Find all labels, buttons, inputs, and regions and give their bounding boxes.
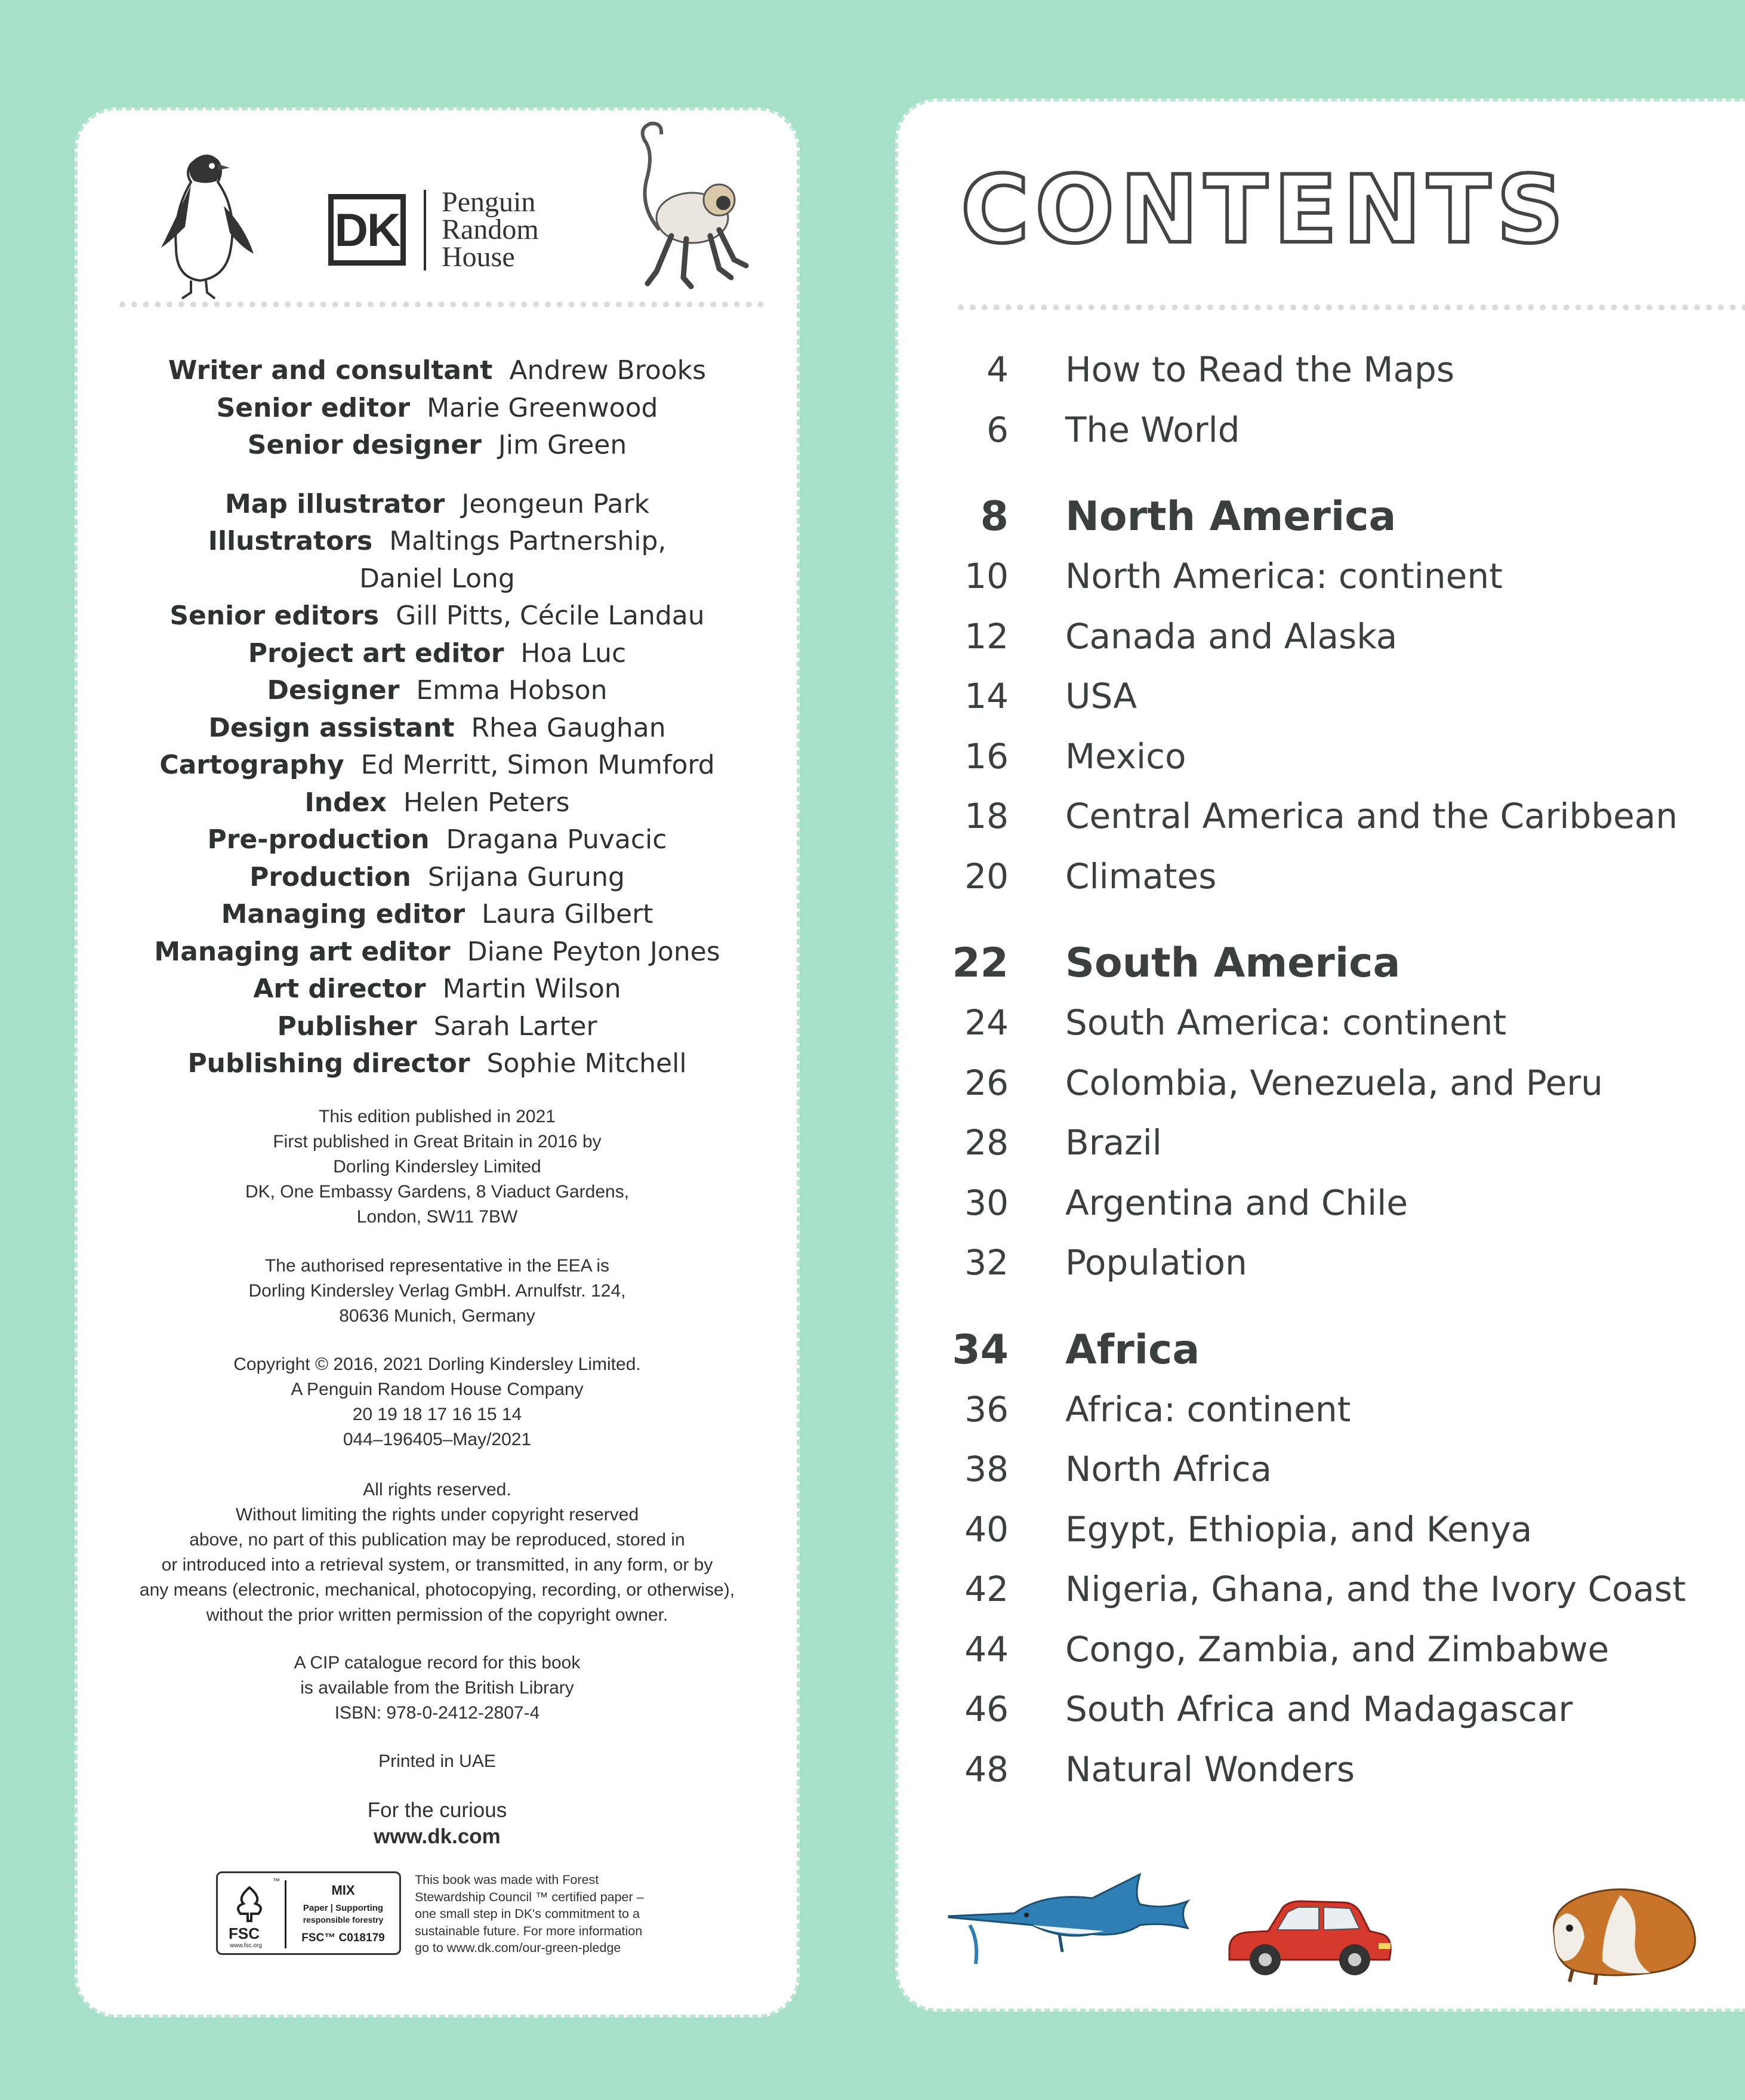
credit-line: [78, 747, 797, 784]
credit-line: [78, 934, 797, 971]
credit-name: Hoa Luc: [520, 638, 627, 669]
credit-line: [78, 486, 797, 524]
fsc-line: Stewardship Council ™ certified paper –: [415, 1889, 644, 1904]
toc-page-number: 26: [964, 1062, 1009, 1103]
toc-label: Climates: [1065, 855, 1217, 897]
toc-page-number: 36: [964, 1388, 1009, 1430]
toc-label: South America: [1065, 940, 1401, 987]
toc-label: Nigeria, Ghana, and the Ivory Coast: [1065, 1569, 1686, 1609]
toc-page-number: 42: [964, 1569, 1009, 1609]
credits-list: [78, 352, 797, 1083]
representative-line: The authorised representative in the EEA is: [264, 1256, 609, 1276]
credit-role: Publisher: [277, 1011, 417, 1042]
toc-page-number: 10: [964, 556, 1009, 596]
credit-role: Managing art editor: [154, 936, 451, 967]
toc-label: Africa: [1065, 1326, 1200, 1374]
credit-role: Art director: [253, 974, 426, 1004]
credit-role: Publishing director: [187, 1048, 470, 1079]
credit-role: Index: [304, 787, 387, 818]
edition-info: [78, 1104, 797, 1230]
toc-page-number: 46: [964, 1689, 1009, 1729]
rights-line: or introduced into a retrieval system, or transmitted, in any form, or by: [161, 1555, 713, 1575]
credit-role: Writer and consultant: [168, 355, 493, 386]
toc-label: Natural Wonders: [1065, 1748, 1355, 1790]
credit-line: [78, 896, 797, 934]
fsc-paper: Paper | Supporting: [303, 1903, 384, 1913]
toc-label: Congo, Zambia, and Zimbabwe: [1065, 1628, 1610, 1670]
credit-name: Emma Hobson: [416, 675, 608, 706]
header-divider: [119, 301, 764, 307]
swordfish-illustration: [943, 1868, 1194, 1976]
cip-line: ISBN: 978-0-2412-2807-4: [334, 1703, 540, 1723]
credit-line: [78, 390, 797, 427]
credit-role: Senior editor: [216, 392, 411, 423]
credit-role: Map illustrator: [224, 488, 445, 519]
toc-page-number: 8: [980, 493, 1009, 540]
cip-line: is available from the British Library: [300, 1678, 574, 1698]
credit-name: Laura Gilbert: [482, 899, 653, 929]
credit-role: Senior editors: [169, 601, 380, 631]
fsc-line: one small step in DK's commitment to a: [415, 1907, 640, 1921]
tagline: For the curious: [367, 1799, 507, 1822]
copyright-line: 20 19 18 17 16 15 14: [352, 1405, 522, 1424]
toc-page-number: 44: [964, 1628, 1009, 1670]
credit-line: [78, 598, 797, 635]
toc-page-number: 4: [986, 349, 1009, 390]
credit-line: [78, 672, 797, 710]
tree-check-icon: [229, 1883, 270, 1925]
printed-line: Printed in UAE: [378, 1751, 496, 1771]
penguin-random-house-logo: [442, 186, 539, 273]
credit-line: [78, 1045, 797, 1083]
representative-info: [78, 1254, 797, 1329]
toc-page-number: 48: [964, 1748, 1009, 1790]
toc-label: Argentina and Chile: [1065, 1182, 1408, 1223]
credit-name: Diane Peyton Jones: [467, 936, 720, 967]
fsc-line: sustainable future. For more information: [415, 1923, 643, 1938]
credit-line: [78, 710, 797, 747]
edition-line: DK, One Embassy Gardens, 8 Viaduct Gardens,: [245, 1182, 630, 1202]
toc-page-number: 34: [952, 1326, 1009, 1374]
credit-role: Managing editor: [221, 899, 465, 929]
toc-page-number: 20: [964, 855, 1009, 897]
credit-name: Sarah Larter: [433, 1011, 597, 1042]
prh-line: House: [442, 241, 515, 273]
toc-page-number: 6: [986, 409, 1009, 450]
tagline-block: [78, 1797, 797, 1849]
fsc-statement: [415, 1871, 644, 1957]
toc-label: How to Read the Maps: [1065, 349, 1455, 390]
credit-name: Srijana Gurung: [427, 861, 625, 892]
rights-line: All rights reserved.: [363, 1480, 511, 1499]
toc-page-number: 32: [964, 1242, 1009, 1283]
edition-line: This edition published in 2021: [319, 1107, 556, 1126]
credit-line: [78, 1008, 797, 1046]
credit-role: Designer: [267, 675, 400, 706]
title-divider: [958, 304, 1745, 310]
fsc-wordmark: FSC: [229, 1925, 260, 1942]
toc-label: Africa: continent: [1065, 1388, 1351, 1430]
contents-title: CONTENTS: [961, 155, 1570, 264]
credit-name: Helen Peters: [403, 787, 570, 818]
prh-line: Penguin: [442, 186, 536, 218]
credit-name: Dragana Puvacic: [446, 824, 667, 855]
toc-label: USA: [1065, 676, 1137, 716]
cip-line: A CIP catalogue record for this book: [294, 1653, 581, 1673]
toc-page-number: 40: [964, 1508, 1009, 1550]
prh-line: Random: [442, 214, 539, 245]
credit-name: Sophie Mitchell: [486, 1048, 687, 1079]
toc-page-number: 28: [964, 1122, 1009, 1163]
publisher-logo: [328, 179, 539, 281]
copyright-info: [78, 1352, 797, 1452]
fsc-logo: [216, 1871, 401, 1955]
guinea-pig-illustration: [1531, 1871, 1710, 1991]
credit-role: Pre-production: [207, 824, 430, 855]
rights-line: Without limiting the rights under copyright reserved: [235, 1505, 639, 1525]
toc-page-number: 24: [964, 1002, 1009, 1043]
credit-line: [78, 635, 797, 673]
toc-label: Egypt, Ethiopia, and Kenya: [1065, 1508, 1533, 1550]
toc-page-number: 22: [952, 940, 1009, 987]
credit-line: [78, 821, 797, 859]
penguin-illustration: [134, 128, 272, 307]
printed-info: [78, 1749, 797, 1774]
credit-line: [78, 859, 797, 897]
credit-role: Illustrators: [208, 526, 373, 556]
toc-page-number: 38: [964, 1449, 1009, 1489]
toc-label: Brazil: [1065, 1122, 1162, 1163]
toc-label: The World: [1065, 409, 1240, 450]
toc-page-number: 12: [964, 615, 1009, 657]
credit-name: Jeongeun Park: [461, 488, 650, 519]
toc-page-number: 18: [964, 796, 1009, 836]
edition-line: London, SW11 7BW: [356, 1207, 518, 1227]
toc-page-number: 16: [964, 735, 1009, 777]
fsc-tm: ™: [273, 1877, 280, 1885]
copyright-line: Copyright © 2016, 2021 Dorling Kindersley Limited.: [233, 1354, 641, 1374]
credit-name: Ed Merritt, Simon Mumford: [360, 750, 715, 780]
credit-name: Marie Greenwood: [427, 392, 658, 423]
rights-info: [78, 1477, 797, 1628]
credit-line: [78, 784, 797, 822]
credit-role: Cartography: [159, 750, 344, 780]
toc-label: Central America and the Caribbean: [1065, 796, 1678, 836]
representative-line: Dorling Kindersley Verlag GmbH. Arnulfstr. 124,: [248, 1281, 626, 1301]
credit-line: [78, 523, 797, 561]
edition-line: Dorling Kindersley Limited: [333, 1157, 541, 1177]
toc-label: North Africa: [1065, 1449, 1272, 1489]
credit-role: Senior designer: [247, 430, 482, 460]
rights-line: without the prior written permission of the copyright owner.: [206, 1605, 668, 1625]
toc-label: South Africa and Madagascar: [1065, 1689, 1573, 1729]
toc-label: Population: [1065, 1242, 1247, 1283]
contents-panel: [895, 98, 1745, 2012]
logo-divider: [424, 190, 426, 270]
toc-label: Canada and Alaska: [1065, 615, 1398, 657]
cip-info: [78, 1651, 797, 1726]
toc-label: North America: continent: [1065, 556, 1503, 596]
fsc-paper: responsible forestry: [303, 1915, 384, 1925]
credit-name: Gill Pitts, Cécile Landau: [396, 601, 705, 631]
toc-label: Mexico: [1065, 735, 1186, 777]
credit-role: Project art editor: [248, 638, 504, 669]
website-link[interactable]: www.dk.com: [374, 1825, 501, 1848]
credit-line: [78, 352, 797, 390]
credit-line: [78, 427, 797, 464]
rights-line: any means (electronic, mechanical, photocopying, recording, or otherwise),: [139, 1580, 735, 1600]
credit-role: Production: [249, 861, 411, 892]
monkey-illustration: [615, 116, 770, 307]
toc-page-number: 14: [964, 676, 1009, 716]
credit-name: Martin Wilson: [442, 974, 621, 1004]
fsc-line: go to www.dk.com/our-green-pledge: [415, 1941, 621, 1955]
credit-line: [78, 971, 797, 1008]
credit-name: Maltings Partnership,: [389, 526, 667, 556]
fsc-code: FSC™ C018179: [301, 1932, 385, 1944]
toc-page-number: 30: [964, 1182, 1009, 1223]
dk-logo: DK: [328, 194, 406, 266]
credit-name: Rhea Gaughan: [471, 712, 666, 743]
toc-label: South America: continent: [1065, 1002, 1507, 1043]
credit-line: [78, 561, 797, 598]
copyright-line: A Penguin Random House Company: [291, 1380, 584, 1399]
toc-label: Colombia, Venezuela, and Peru: [1065, 1062, 1603, 1103]
credit-name: Daniel Long: [359, 563, 515, 594]
edition-line: First published in Great Britain in 2016 by: [273, 1132, 602, 1151]
fsc-site: www.fsc.org: [230, 1942, 262, 1949]
representative-line: 80636 Munich, Germany: [339, 1306, 535, 1326]
copyright-line: 044–196405–May/2021: [343, 1430, 532, 1449]
credit-role: Design assistant: [208, 712, 455, 743]
credit-name: Jim Green: [498, 430, 627, 460]
credit-name: Andrew Brooks: [509, 355, 707, 386]
red-car-illustration: [1217, 1883, 1396, 1985]
rights-line: above, no part of this publication may be reproduced, stored in: [189, 1530, 685, 1550]
imprint-panel: [75, 107, 800, 2018]
fsc-line: This book was made with Forest: [415, 1873, 599, 1887]
toc-label: North America: [1065, 493, 1396, 540]
fsc-mix: MIX: [331, 1883, 355, 1898]
